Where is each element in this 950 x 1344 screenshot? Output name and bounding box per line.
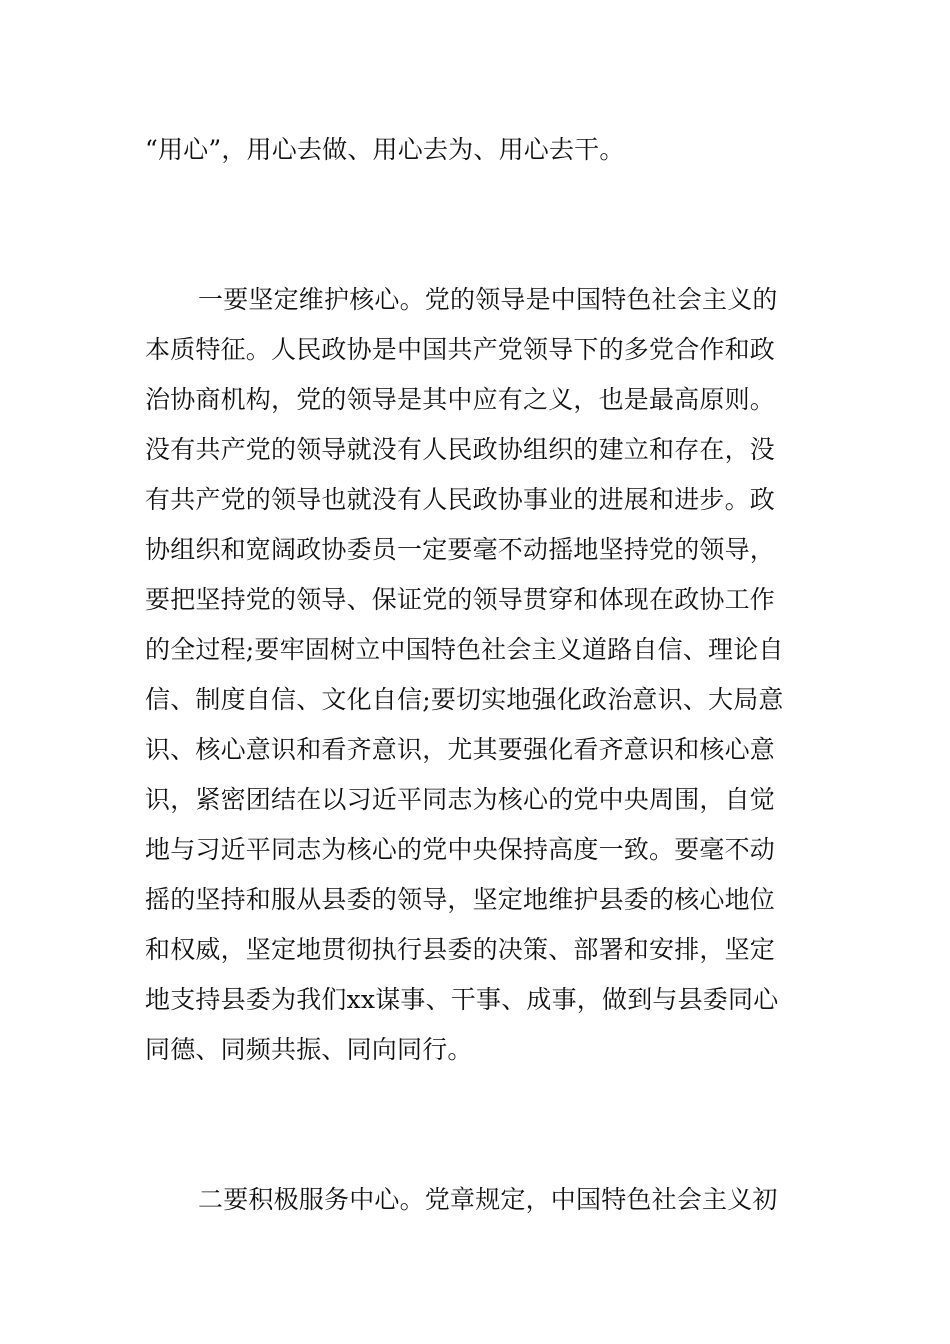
paragraph-line: 摇的坚持和服从县委的领导，坚定地维护县委的核心地位	[145, 885, 776, 914]
paragraph-line: 识、核心意识和看齐意识，尤其要强化看齐意识和核心意	[145, 735, 776, 764]
paragraph-line: 要把坚持党的领导、保证党的领导贯穿和体现在政协工作	[145, 585, 776, 614]
paragraph-line: 一要坚定维护核心。党的领导是中国特色社会主义的	[198, 285, 778, 314]
paragraph-line: 的全过程;要牢固树立中国特色社会主义道路自信、理论自	[145, 635, 784, 664]
paragraph-line: 信、制度自信、文化自信;要切实地强化政治意识、大局意	[145, 685, 784, 714]
paragraph-line: 有共产党的领导也就没有人民政协事业的进展和进步。政	[145, 485, 776, 514]
paragraph-line: 和权威，坚定地贯彻执行县委的决策、部署和安排，坚定	[145, 935, 776, 964]
paragraph-line: 地支持县委为我们xx谋事、干事、成事，做到与县委同心	[145, 985, 779, 1014]
paragraph-line: 识，紧密团结在以习近平同志为核心的党中央周围，自觉	[145, 785, 776, 814]
paragraph-line: 二要积极服务中心。党章规定，中国特色社会主义初	[198, 1185, 778, 1214]
paragraph-line: 没有共产党的领导就没有人民政协组织的建立和存在，没	[145, 435, 776, 464]
paragraph-line: 治协商机构，党的领导是其中应有之义，也是最高原则。	[145, 385, 776, 414]
paragraph-line: 协组织和宽阔政协委员一定要毫不动摇地坚持党的领导，	[145, 535, 776, 564]
paragraph-line: 地与习近平同志为核心的党中央保持高度一致。要毫不动	[145, 835, 776, 864]
paragraph-line: “用心”，用心去做、用心去为、用心去干。	[145, 135, 625, 164]
paragraph-line: 本质特征。人民政协是中国共产党领导下的多党合作和政	[145, 335, 776, 364]
paragraph-line: 同德、同频共振、同向同行。	[145, 1035, 473, 1064]
